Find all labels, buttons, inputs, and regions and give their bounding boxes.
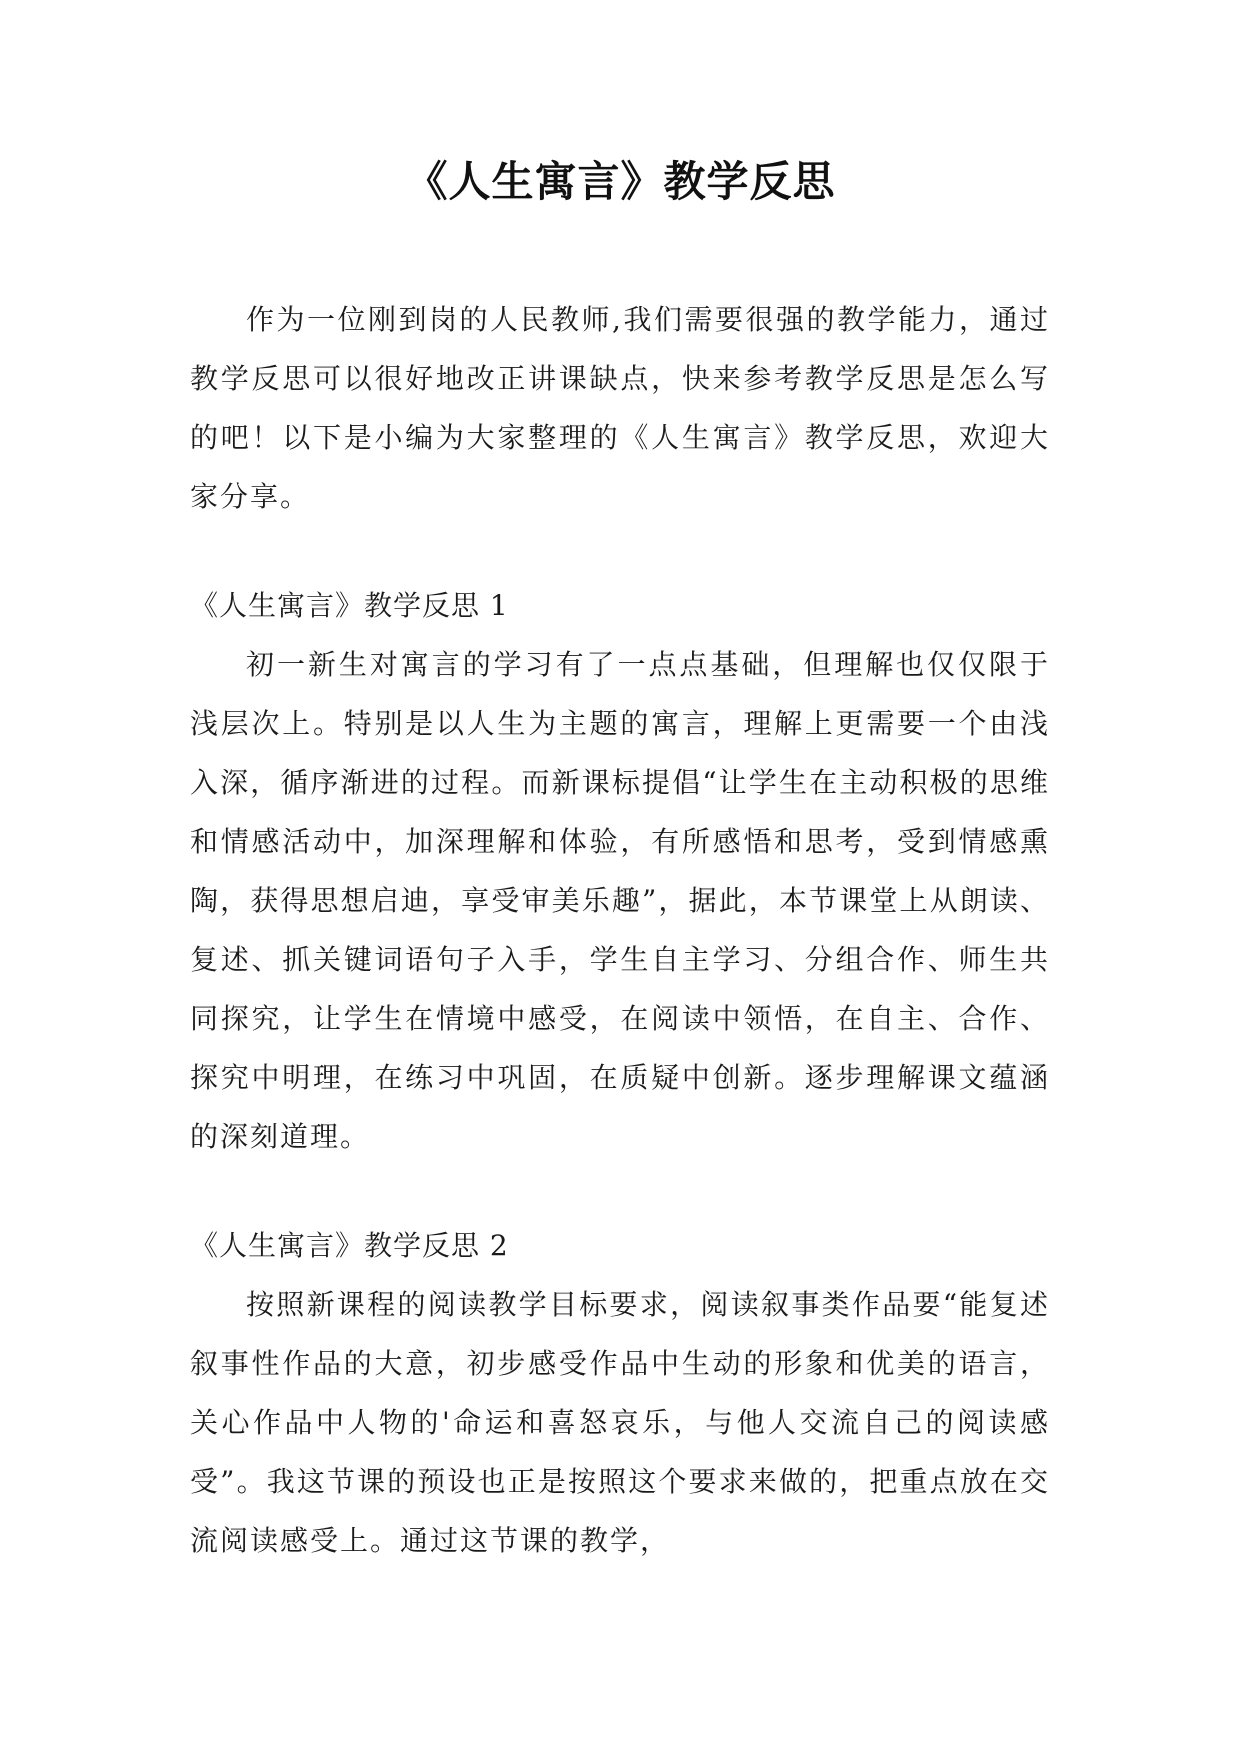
- section-spacer: [190, 526, 1050, 576]
- section-heading-1: 《人生寓言》教学反思 1: [190, 589, 509, 622]
- document-body: [190, 290, 1050, 1570]
- document-title: 《人生寓言》教学反思: [405, 157, 836, 206]
- section-paragraph-2: 按照新课程的阅读教学目标要求，阅读叙事类作品要“能复述叙事性作品的大意，初步感受作品中生动的形象和优美的语言，关心作品中人物的'命运和喜怒哀乐，与他人交流自己的阅读感受”。我这节课的预设也正是按照这个要求来做的，把重点放在交流阅读感受上。通过这节课的教学，: [190, 1288, 1050, 1557]
- section-spacer: [190, 1166, 1050, 1216]
- section-paragraph-1: 初一新生对寓言的学习有了一点点基础，但理解也仅仅限于浅层次上。特别是以人生为主题的寓言，理解上更需要一个由浅入深，循序渐进的过程。而新课标提倡“让学生在主动积极的思维和情感活动中，加深理解和体验，有所感悟和思考，受到情感熏陶，获得思想启迪，享受审美乐趣”，据此，本节课堂上从朗读、复述、抓关键词语句子入手，学生自主学习、分组合作、师生共同探究，让学生在情境中感受，在阅读中领悟，在自主、合作、探究中明理，在练习中巩固，在质疑中创新。逐步理解课文蕴涵的深刻道理。: [190, 648, 1050, 1153]
- section-heading-2: 《人生寓言》教学反思 2: [190, 1229, 509, 1262]
- intro-paragraph: 作为一位刚到岗的人民教师,我们需要很强的教学能力，通过教学反思可以很好地改正讲课缺点，快来参考教学反思是怎么写的吧！以下是小编为大家整理的《人生寓言》教学反思，欢迎大家分享。: [190, 303, 1050, 513]
